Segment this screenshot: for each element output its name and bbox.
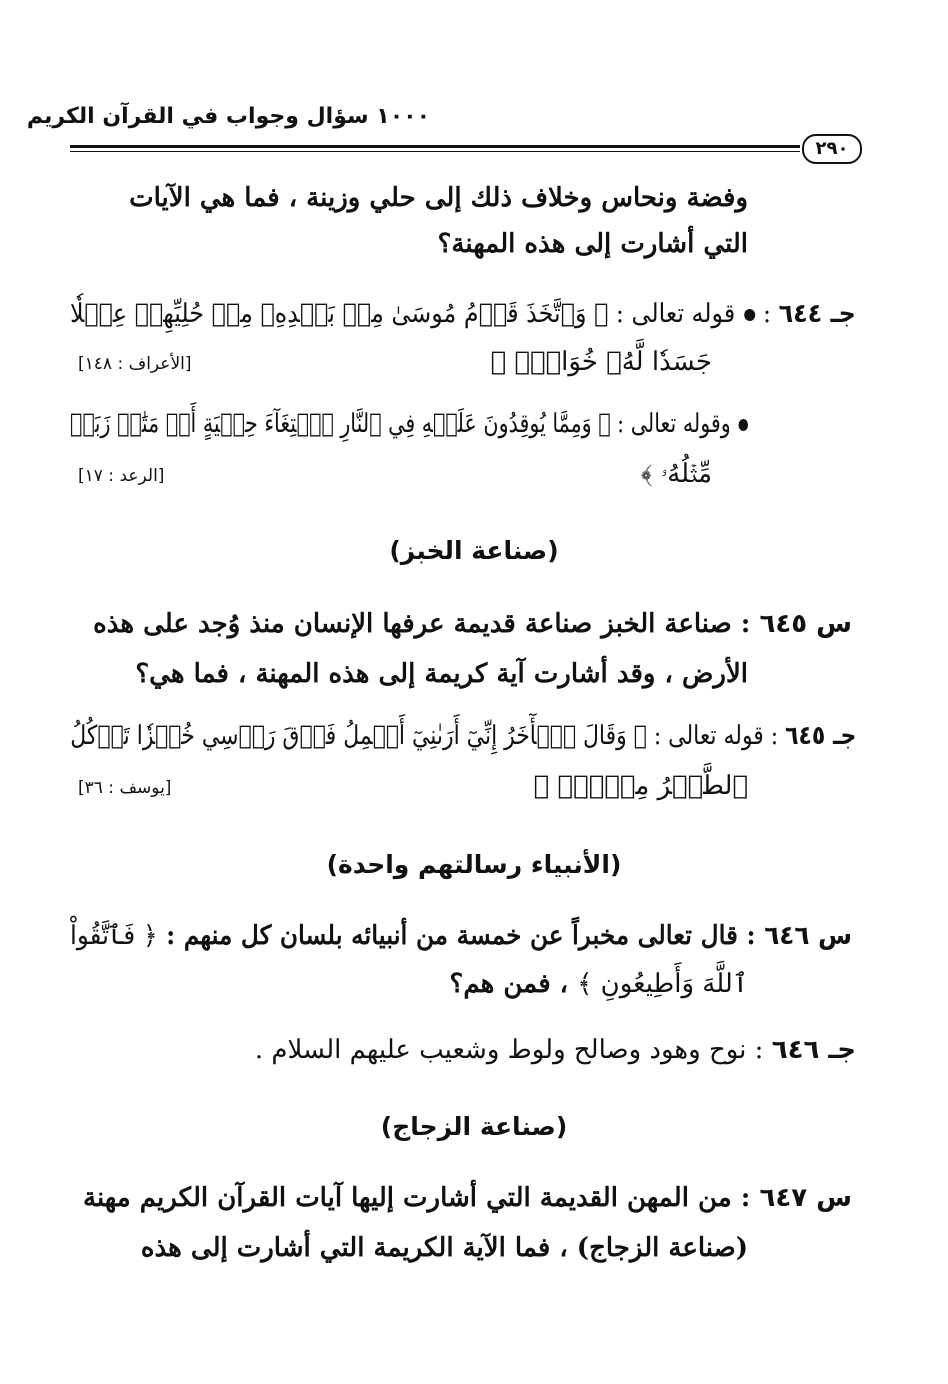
- page-number: ٢٩٠: [802, 134, 862, 164]
- question-646-line-1: [70, 918, 852, 954]
- question-645-line-2: الأرض ، وقد أشارت آية كريمة إلى هذه المهنة ، فما هي؟: [135, 659, 748, 689]
- question-text: صناعة الخبز صناعة قديمة عرفها الإنسان منذ وُجد على هذه: [93, 609, 732, 639]
- question-645-line-1: [93, 606, 852, 642]
- answer-644-line-3: [70, 406, 748, 442]
- intro-line-2: التي أشارت إلى هذه المهنة؟: [437, 229, 748, 259]
- question-647-line-2: (صناعة الزجاج) ، فما الآية الكريمة التي أشارت إلى هذه: [140, 1233, 748, 1263]
- answer-645-line-1: [70, 718, 856, 754]
- question-text: قال تعالى مخبراً عن خمسة من أنبيائه بلسان كل منهم :: [166, 921, 738, 951]
- answer-text: نوح وهود وصالح ولوط وشعيب عليهم السلام .: [254, 1035, 747, 1065]
- answer-label: جـ ٦٤٥: [784, 721, 856, 751]
- separator: :: [740, 1183, 751, 1213]
- answer-646: [255, 1032, 856, 1068]
- question-label: س ٦٤٦: [764, 921, 852, 951]
- header-rule-thin: [70, 151, 800, 152]
- quran-verse: ﴿ وَمِمَّا يُوقِدُونَ عَلَيۡهِ فِي ٱلنَّارِ ٱبۡتِغَآءَ حِلۡيَةٍ أَوۡ مَتَٰعٖ زَبَدٞ: [69, 409, 611, 439]
- question-text: ، فمن هم؟: [449, 969, 569, 999]
- header-rule-thick: [70, 145, 800, 148]
- verse-reference: [يوسف : ٣٦]: [78, 778, 172, 798]
- answer-label: جـ ٦٤٦: [771, 1035, 856, 1065]
- question-647-line-1: [83, 1180, 852, 1216]
- section-heading: (صناعة الخبز): [389, 536, 559, 565]
- quran-verse: ﴿ فَٱتَّقُواْ: [69, 921, 158, 951]
- section-heading: (الأنبياء رسالتهم واحدة): [326, 850, 622, 879]
- section-heading: (صناعة الزجاج): [380, 1112, 568, 1141]
- quran-verse: ٱلطَّيۡرُ مِنۡهُۖ ﴾: [533, 771, 748, 801]
- verse-reference: [الرعد : ١٧]: [78, 466, 165, 486]
- intro-line-1: وفضة ونحاس وخلاف ذلك إلى حلي وزينة ، فما هي الآيات: [129, 183, 748, 213]
- question-label: س ٦٤٥: [759, 609, 852, 639]
- separator: :: [740, 609, 751, 639]
- quran-verse: ﴿ وَٱتَّخَذَ قَوۡمُ مُوسَىٰ مِنۢ بَعۡدِهِۦ مِنۡ حُلِيِّهِمۡ عِجۡلٗا: [70, 299, 609, 329]
- verse-reference: [الأعراف : ١٤٨]: [78, 354, 192, 374]
- answer-label: جـ ٦٤٤: [778, 299, 856, 329]
- verse-intro: وقوله تعالى :: [616, 409, 731, 439]
- answer-644-line-4: [641, 456, 712, 492]
- running-title: ١٠٠٠ سؤال وجواب في القرآن الكريم: [26, 104, 430, 129]
- separator: :: [763, 299, 772, 329]
- answer-644-line-2: [490, 344, 712, 380]
- verse-intro: قوله تعالى :: [616, 299, 736, 329]
- separator: :: [746, 921, 756, 951]
- bullet-icon: [745, 309, 756, 321]
- quran-verse: مِّثۡلُهُۥ ﴾: [640, 459, 712, 489]
- question-label: س ٦٤٧: [759, 1183, 852, 1213]
- separator: :: [770, 721, 778, 751]
- question-text: من المهن القديمة التي أشارت إليها آيات القرآن الكريم مهنة: [83, 1183, 732, 1213]
- bullet-icon: [738, 419, 748, 431]
- separator: :: [754, 1035, 764, 1065]
- answer-644-line-1: [70, 296, 856, 332]
- quran-verse: جَسَدٗا لَّهُۥ خُوَارٌۚ ﴾: [490, 347, 712, 377]
- quran-verse: ٱللَّهَ وَأَطِيعُونِ ﴾: [577, 969, 748, 999]
- question-646-line-2: [450, 966, 748, 1002]
- verse-intro: قوله تعالى :: [653, 721, 764, 751]
- answer-645-line-2: [534, 768, 748, 804]
- quran-verse: ﴿ وَقَالَ ٱلۡأٓخَرُ إِنِّيٓ أَرَىٰنِيٓ أَحۡمِلُ فَوۡقَ رَأۡسِي خُبۡزٗا تَأۡكُلُ: [69, 721, 647, 751]
